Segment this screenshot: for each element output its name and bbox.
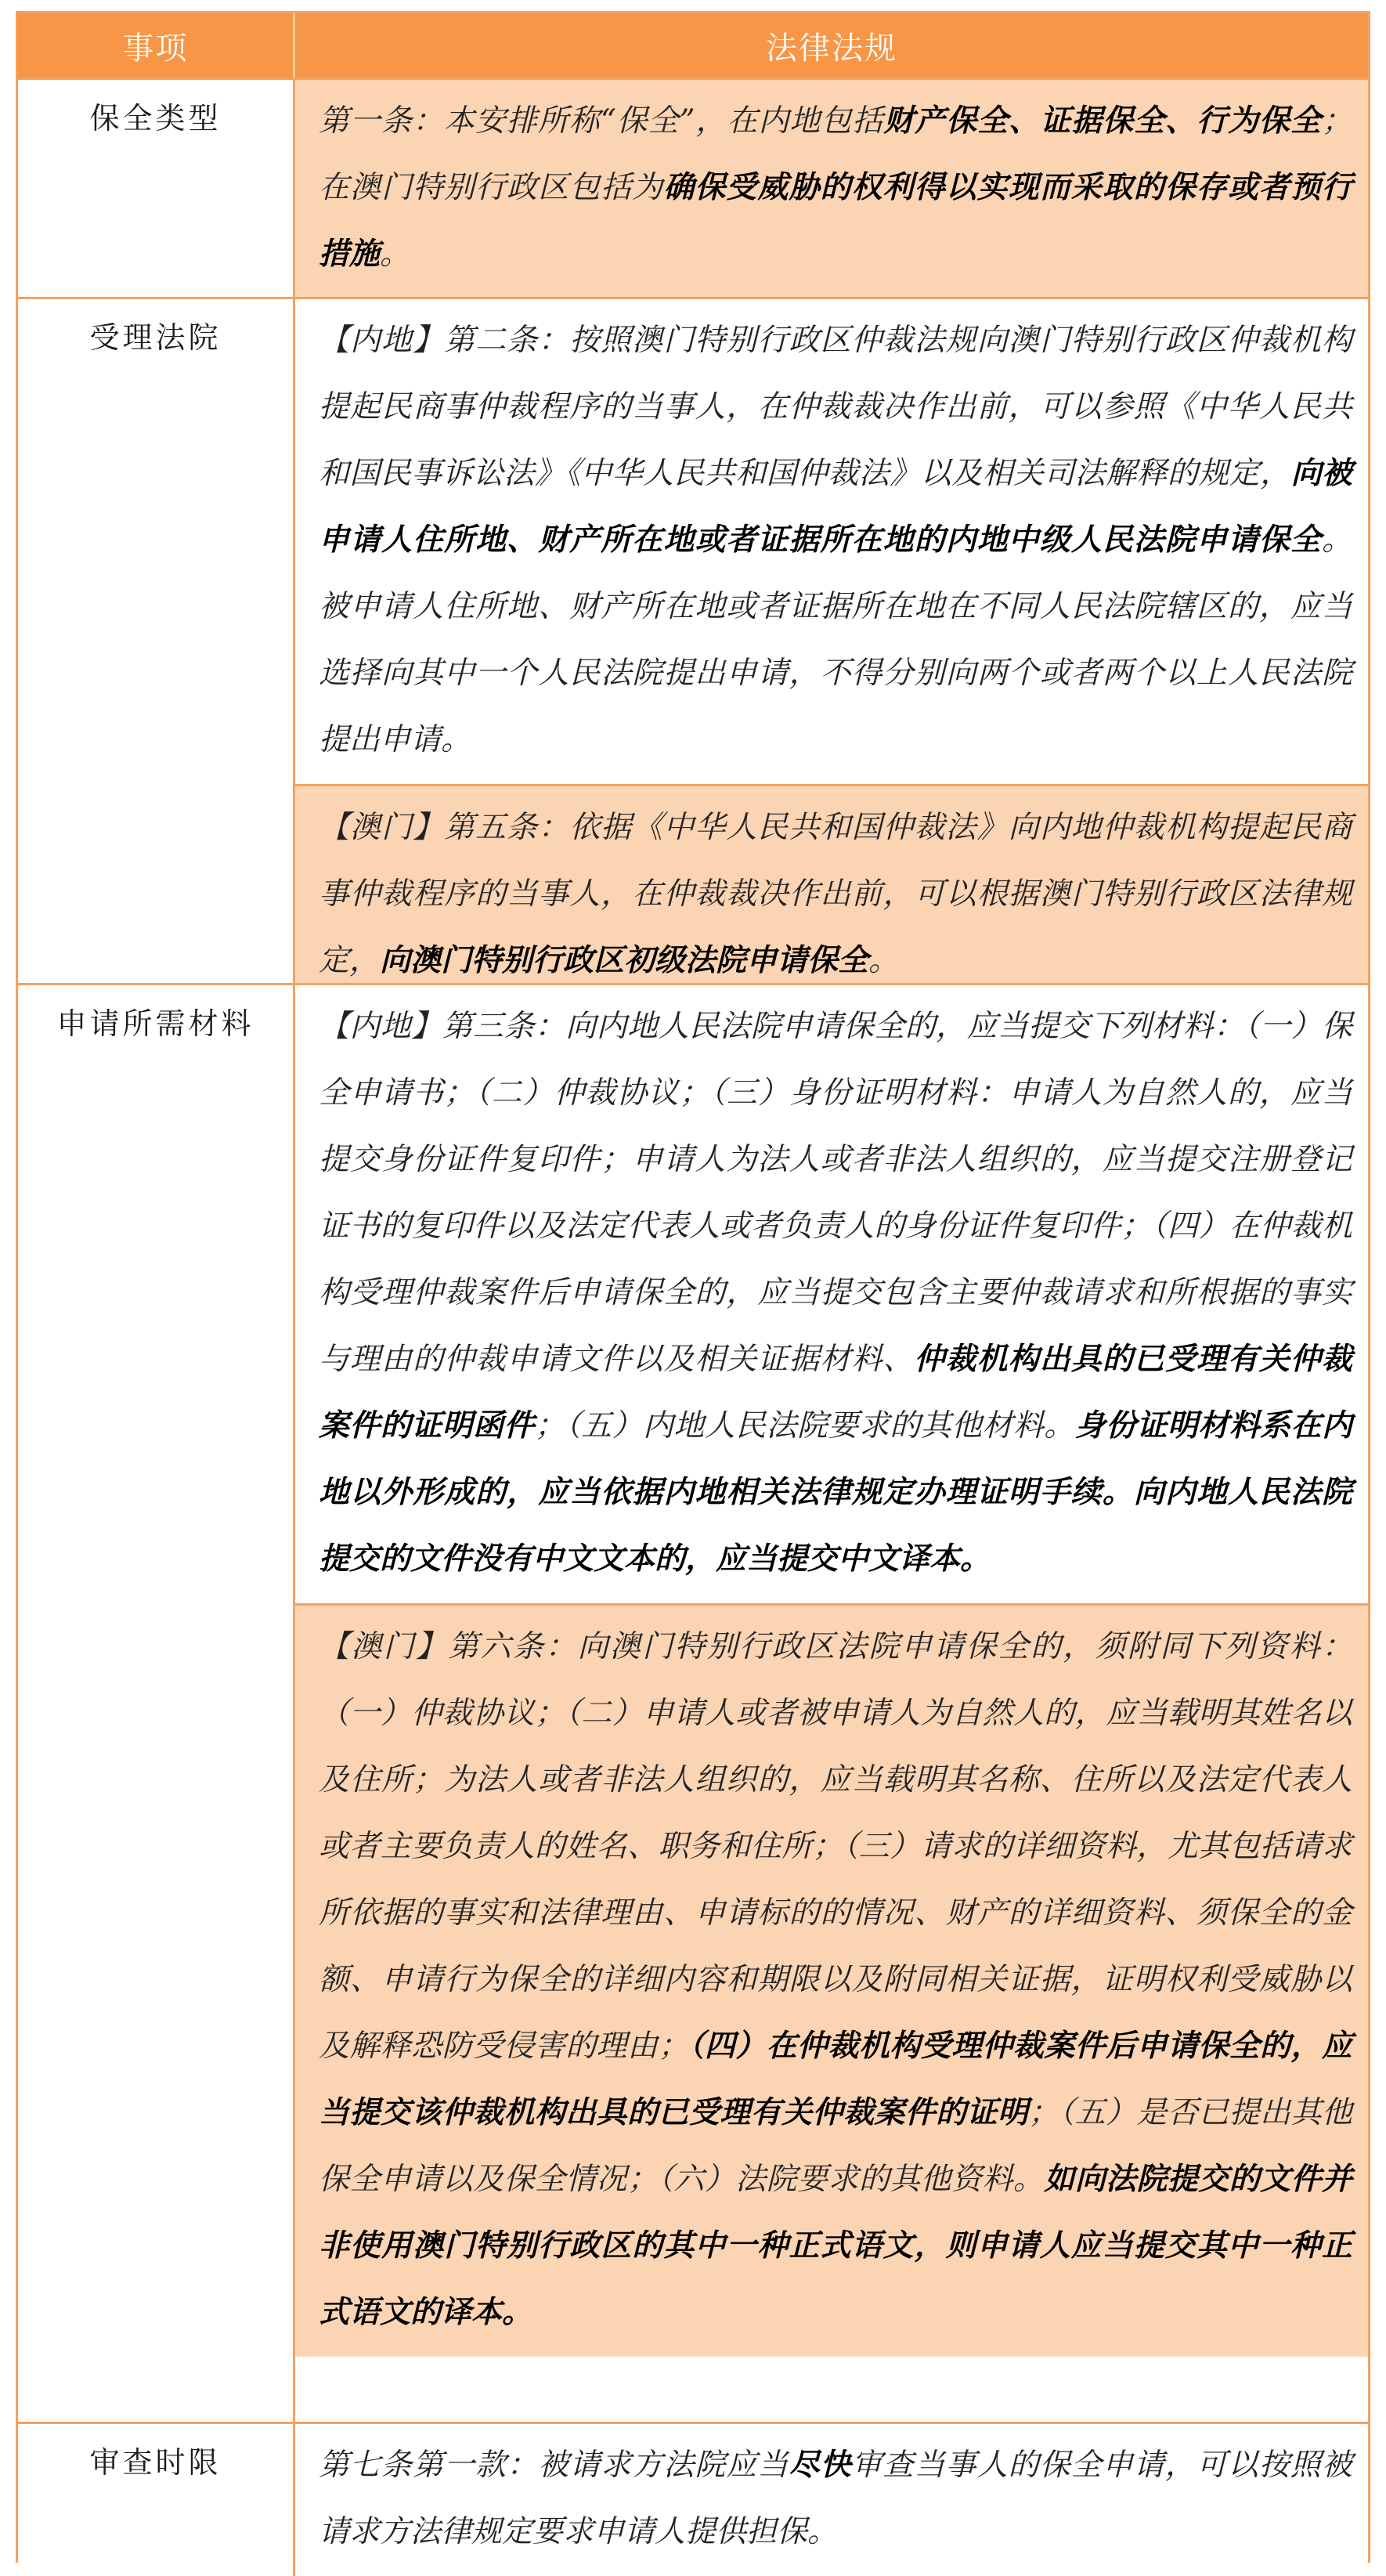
emphasized-text: 身份证明材料系在内地以外形成的，应当依据内地相关法律规定办理证明手续。向内地人民法院提交的文件没有中文文本的，应当提交中文译本。 — [319, 1407, 1352, 1577]
header-matter: 事项 — [18, 13, 295, 78]
law-text-block — [295, 80, 1368, 298]
law-text: 第七条第一款：被请求方法院应当 — [319, 2448, 789, 2483]
item-label-review-period: 审查时限 — [18, 2422, 295, 2576]
law-text: 【澳门】第五条：依据《中华人民共和国仲裁法》向内地仲裁机构提起民商事仲裁程序的当事人，在仲裁裁决作出前，可以根据澳门特别行政区法律规定， — [319, 810, 1352, 978]
emphasized-text: （四）在仲裁机构受理仲裁案件后申请保全的，应当提交该仲裁机构出具的已受理有关仲裁案件的证明 — [319, 2028, 1352, 2130]
law-cell-materials — [295, 983, 1368, 2560]
law-text: 审查当事人的保全申请，可以按照被请求方法律规定要求申请人提供担保。 — [319, 2448, 1352, 2549]
header-laws: 法律法规 — [295, 13, 1368, 78]
item-label-materials: 申请所需材料 — [18, 983, 295, 2560]
law-text-block — [295, 299, 1368, 784]
review-period-row — [16, 2422, 1370, 2563]
law-text-block — [295, 784, 1368, 1005]
item-label-court: 受理法院 — [18, 297, 295, 983]
law-text-block — [295, 1603, 1368, 2357]
emphasized-text: 仲裁机构出具的已受理有关仲裁案件的证明函件 — [319, 1341, 1352, 1443]
item-label-preservation-type: 保全类型 — [18, 78, 295, 297]
emphasized-text: 向被申请人住所地、财产所在地或者证据所在地的内地中级人民法院申请保全 — [319, 455, 1352, 558]
emphasized-text: 财产保全、证据保全、行为保全 — [883, 103, 1322, 139]
emphasized-text: 如向法院提交的文件并非使用澳门特别行政区的其中一种正式语文，则申请人应当提交其中一种正式语文的译本。 — [319, 2161, 1352, 2330]
emphasized-text: 确保受威胁的权利得以实现而采取的保存或者预行措施 — [319, 169, 1352, 272]
emphasized-text: 尽快 — [789, 2447, 852, 2483]
emphasized-text: 向澳门特别行政区初级法院申请保全 — [380, 942, 869, 978]
law-cell-review-period — [295, 2422, 1368, 2576]
law-text: 。 — [868, 943, 900, 978]
law-text-block — [295, 2424, 1368, 2576]
law-text: 【内地】第二条：按照澳门特别行政区仲裁法规向澳门特别行政区仲裁机构提起民商事仲裁程序的当事人，在仲裁裁决作出前，可以参照《中华人民共和国民事诉讼法》《中华人民共和国仲裁法》以及相关司法解释的规定， — [319, 323, 1352, 491]
law-cell-preservation-type — [295, 78, 1368, 297]
law-text: 。 — [380, 237, 411, 272]
law-cell-court — [295, 297, 1368, 983]
law-text: ；（五）内地人民法院要求的其他材料。 — [534, 1408, 1075, 1443]
law-text: ；（五）是否已提出其他保全申请以及保全情况；（六）法院要求的其他资料。 — [319, 2095, 1352, 2197]
law-text: 【澳门】第六条：向澳门特别行政区法院申请保全的，须附同下列资料：（一）仲裁协议；（二）申请人或者被申请人为自然人的，应当载明其姓名以及住所；为法人或者非法人组织的，应当载明其名称、住所以及法定代表人或者主要负责人的姓名、职务和住所；（三）请求的详细资料，尤其包括请求所依据的事实和法律理由、申请标的的情况、财产的详细资料、须保全的金额、申请行为保全的详细内容和期限以及附同相关证据，证明权利受威胁以及解释恐防受侵害的理由； — [319, 1629, 1352, 2064]
law-text: 第一条：本安排所称“保全”，在内地包括 — [319, 103, 884, 139]
law-text: 。被申请人住所地、财产所在地或者证据所在地在不同人民法院辖区的，应当选择向其中一个人民法院提出申请，不得分别向两个或者两个以上人民法院提出申请。 — [319, 522, 1352, 757]
law-text: 【内地】第三条：向内地人民法院申请保全的，应当提交下列材料：（一）保全申请书；（二）仲裁协议；（三）身份证明材料：申请人为自然人的，应当提交身份证件复印件；申请人为法人或者非法人组织的，应当提交注册登记证书的复印件以及法定代表人或者负责人的身份证件复印件；（四）在仲裁机构受理仲裁案件后申请保全的，应当提交包含主要仲裁请求和所根据的事实与理由的仲裁申请文件以及相关证据材料、 — [319, 1009, 1352, 1377]
law-text-block — [295, 985, 1368, 1603]
law-comparison-table — [16, 11, 1370, 2563]
law-text: ；在澳门特别行政区包括为 — [319, 103, 1352, 205]
